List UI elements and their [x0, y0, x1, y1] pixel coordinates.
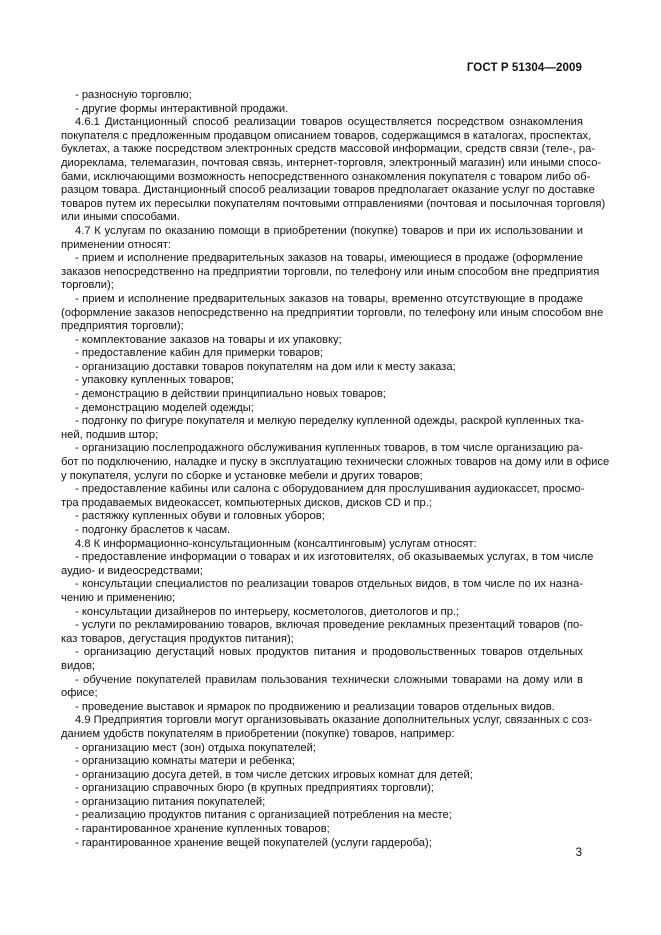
- text-line: - гарантированное хранение вещей покупателей (услуги гардероба);: [75, 836, 432, 849]
- text-line: аудио- и видеосредствами;: [61, 564, 203, 577]
- text-line: - предоставление кабин для примерки товаров;: [75, 347, 324, 360]
- text-line: (оформление заказов непосредственно на предприятии торговли, по телефону или иным способом вне: [61, 306, 604, 319]
- text-line: ней, подшив штор;: [61, 428, 159, 441]
- text-line: - проведение выставок и ярмарок по продвижению и реализации товаров отдельных видов.: [75, 700, 555, 713]
- text-line: каз товаров, дегустация продуктов питания);: [61, 632, 294, 645]
- text-line: бот по подключению, наладке и пуску в эксплуатацию технически сложных товаров на дому или в офисе: [61, 456, 610, 469]
- text-line: - реализацию продуктов питания с организацией потребления на месте;: [75, 809, 452, 822]
- text-line: 4.9 Предприятия торговли могут организовывать оказание дополнительных услуг, связанных с соз-: [75, 714, 593, 727]
- text-line: применении относят:: [61, 238, 172, 251]
- text-line: заказов непосредственно на предприятии торговли, по телефону или иным способом вне предприятия: [61, 265, 600, 278]
- text-line: 4.8 К информационно-консультационным (консалтинговым) услугам относят:: [75, 537, 477, 550]
- text-line: - комплектование заказов на товары и их упаковку;: [75, 333, 342, 346]
- text-line: или иными способами.: [61, 211, 180, 224]
- text-line: - организацию питания покупателей;: [75, 795, 266, 808]
- text-line: - услуги по рекламированию товаров, включая проведение рекламных презентаций товаров (по-: [75, 619, 583, 632]
- text-line: - организацию справочных бюро (в крупных предприятиях торговли);: [75, 782, 434, 795]
- text-line: - упаковку купленных товаров;: [75, 374, 234, 387]
- text-line: 4.7 К услугам по оказанию помощи в приобретении (покупке) товаров и при их использовании и: [75, 224, 583, 237]
- text-line: офисе;: [61, 687, 98, 700]
- text-line: - предоставление информации о товарах и их изготовителях, об оказываемых услугах, в том числе: [75, 551, 594, 564]
- text-line: - организацию дегустаций новых продуктов питания и продовольственных товаров отдельных: [75, 646, 583, 659]
- document-code-header: ГОСТ Р 51304—2009: [466, 62, 582, 74]
- text-line: покупателя с предложенным продавцом описанием товаров, содержащимся в каталогах, проспектах,: [61, 129, 592, 142]
- text-line: - организацию послепродажного обслуживания купленных товаров, в том числе организацию ра-: [75, 442, 583, 455]
- text-line: товаров путем их пересылки покупателям почтовыми отправлениями (почтовая и посылочная торговля): [61, 197, 606, 210]
- text-line: видов;: [61, 659, 95, 672]
- text-line: - растяжку купленных обуви и головных уборов;: [75, 510, 325, 523]
- text-line: - организацию мест (зон) отдыха покупателей;: [75, 741, 316, 754]
- text-line: торговли);: [61, 279, 114, 292]
- text-line: - прием и исполнение предварительных заказов на товары, имеющиеся в продаже (оформление: [75, 252, 583, 265]
- text-line: разцом товара. Дистанционный способ реализации товаров предполагает оказание услуг по доставке: [61, 184, 595, 197]
- text-line: - предоставление кабины или салона с оборудованием для прослушивания аудиокассет, просмо-: [75, 483, 585, 496]
- text-line: - организацию доставки товаров покупателям на дом или к месту заказа;: [75, 360, 456, 373]
- text-line: - другие формы интерактивной продажи.: [75, 102, 289, 115]
- text-line: - демонстрацию моделей одежды;: [75, 401, 254, 414]
- text-line: бами, исключающими возможность непосредственного ознакомления покупателя с товаром либо об-: [61, 170, 591, 183]
- page-number: 3: [575, 847, 582, 859]
- document-body: [61, 89, 610, 850]
- text-line: - прием и исполнение предварительных заказов на товары, временно отсутствующие в продаже: [75, 292, 583, 305]
- text-line: - разносную торговлю;: [75, 89, 192, 101]
- text-line: у покупателя, услуги по сборке и установке мебели и других товаров;: [61, 469, 423, 482]
- text-line: - демонстрацию в действии принципиально новых товаров;: [75, 388, 386, 401]
- text-line: - подгонку браслетов к часам.: [75, 524, 231, 536]
- text-line: данием удобств покупателям в приобретении (покупке) товаров, например:: [61, 727, 455, 740]
- text-line: тра продаваемых видеокассет, компьютерных дисков, дисков CD и пр.;: [61, 496, 432, 509]
- text-line: предприятия торговли);: [61, 320, 184, 333]
- text-line: - консультации дизайнеров по интерьеру, косметологов, диетологов и пр.;: [75, 605, 460, 618]
- text-line: - подгонку по фигуре покупателя и мелкую переделку купленной одежды, раскрой купленных тка-: [75, 415, 585, 428]
- text-line: диореклама, телемагазин, почтовая связь, интернет-торговля, электронный магазин) или иными спосо-: [61, 156, 602, 169]
- text-line: буклетах, а также посредством электронных средств массовой информации, средств связи (теле-, ра-: [61, 143, 596, 156]
- text-line: - обучение покупателей правилам пользования технически сложными товарами на дому или в: [75, 673, 583, 686]
- text-line: - организацию досуга детей, в том числе детских игровых комнат для детей;: [75, 768, 473, 781]
- text-line: - гарантированное хранение купленных товаров;: [75, 823, 330, 836]
- text-line: - организацию комнаты матери и ребенка;: [75, 755, 295, 768]
- text-line: чению и применению;: [61, 591, 176, 604]
- text-line: 4.6.1 Дистанционный способ реализации товаров осуществляется посредством ознакомления: [75, 116, 583, 129]
- text-line: - консультации специалистов по реализации товаров отдельных видов, в том числе по их назна-: [75, 578, 583, 591]
